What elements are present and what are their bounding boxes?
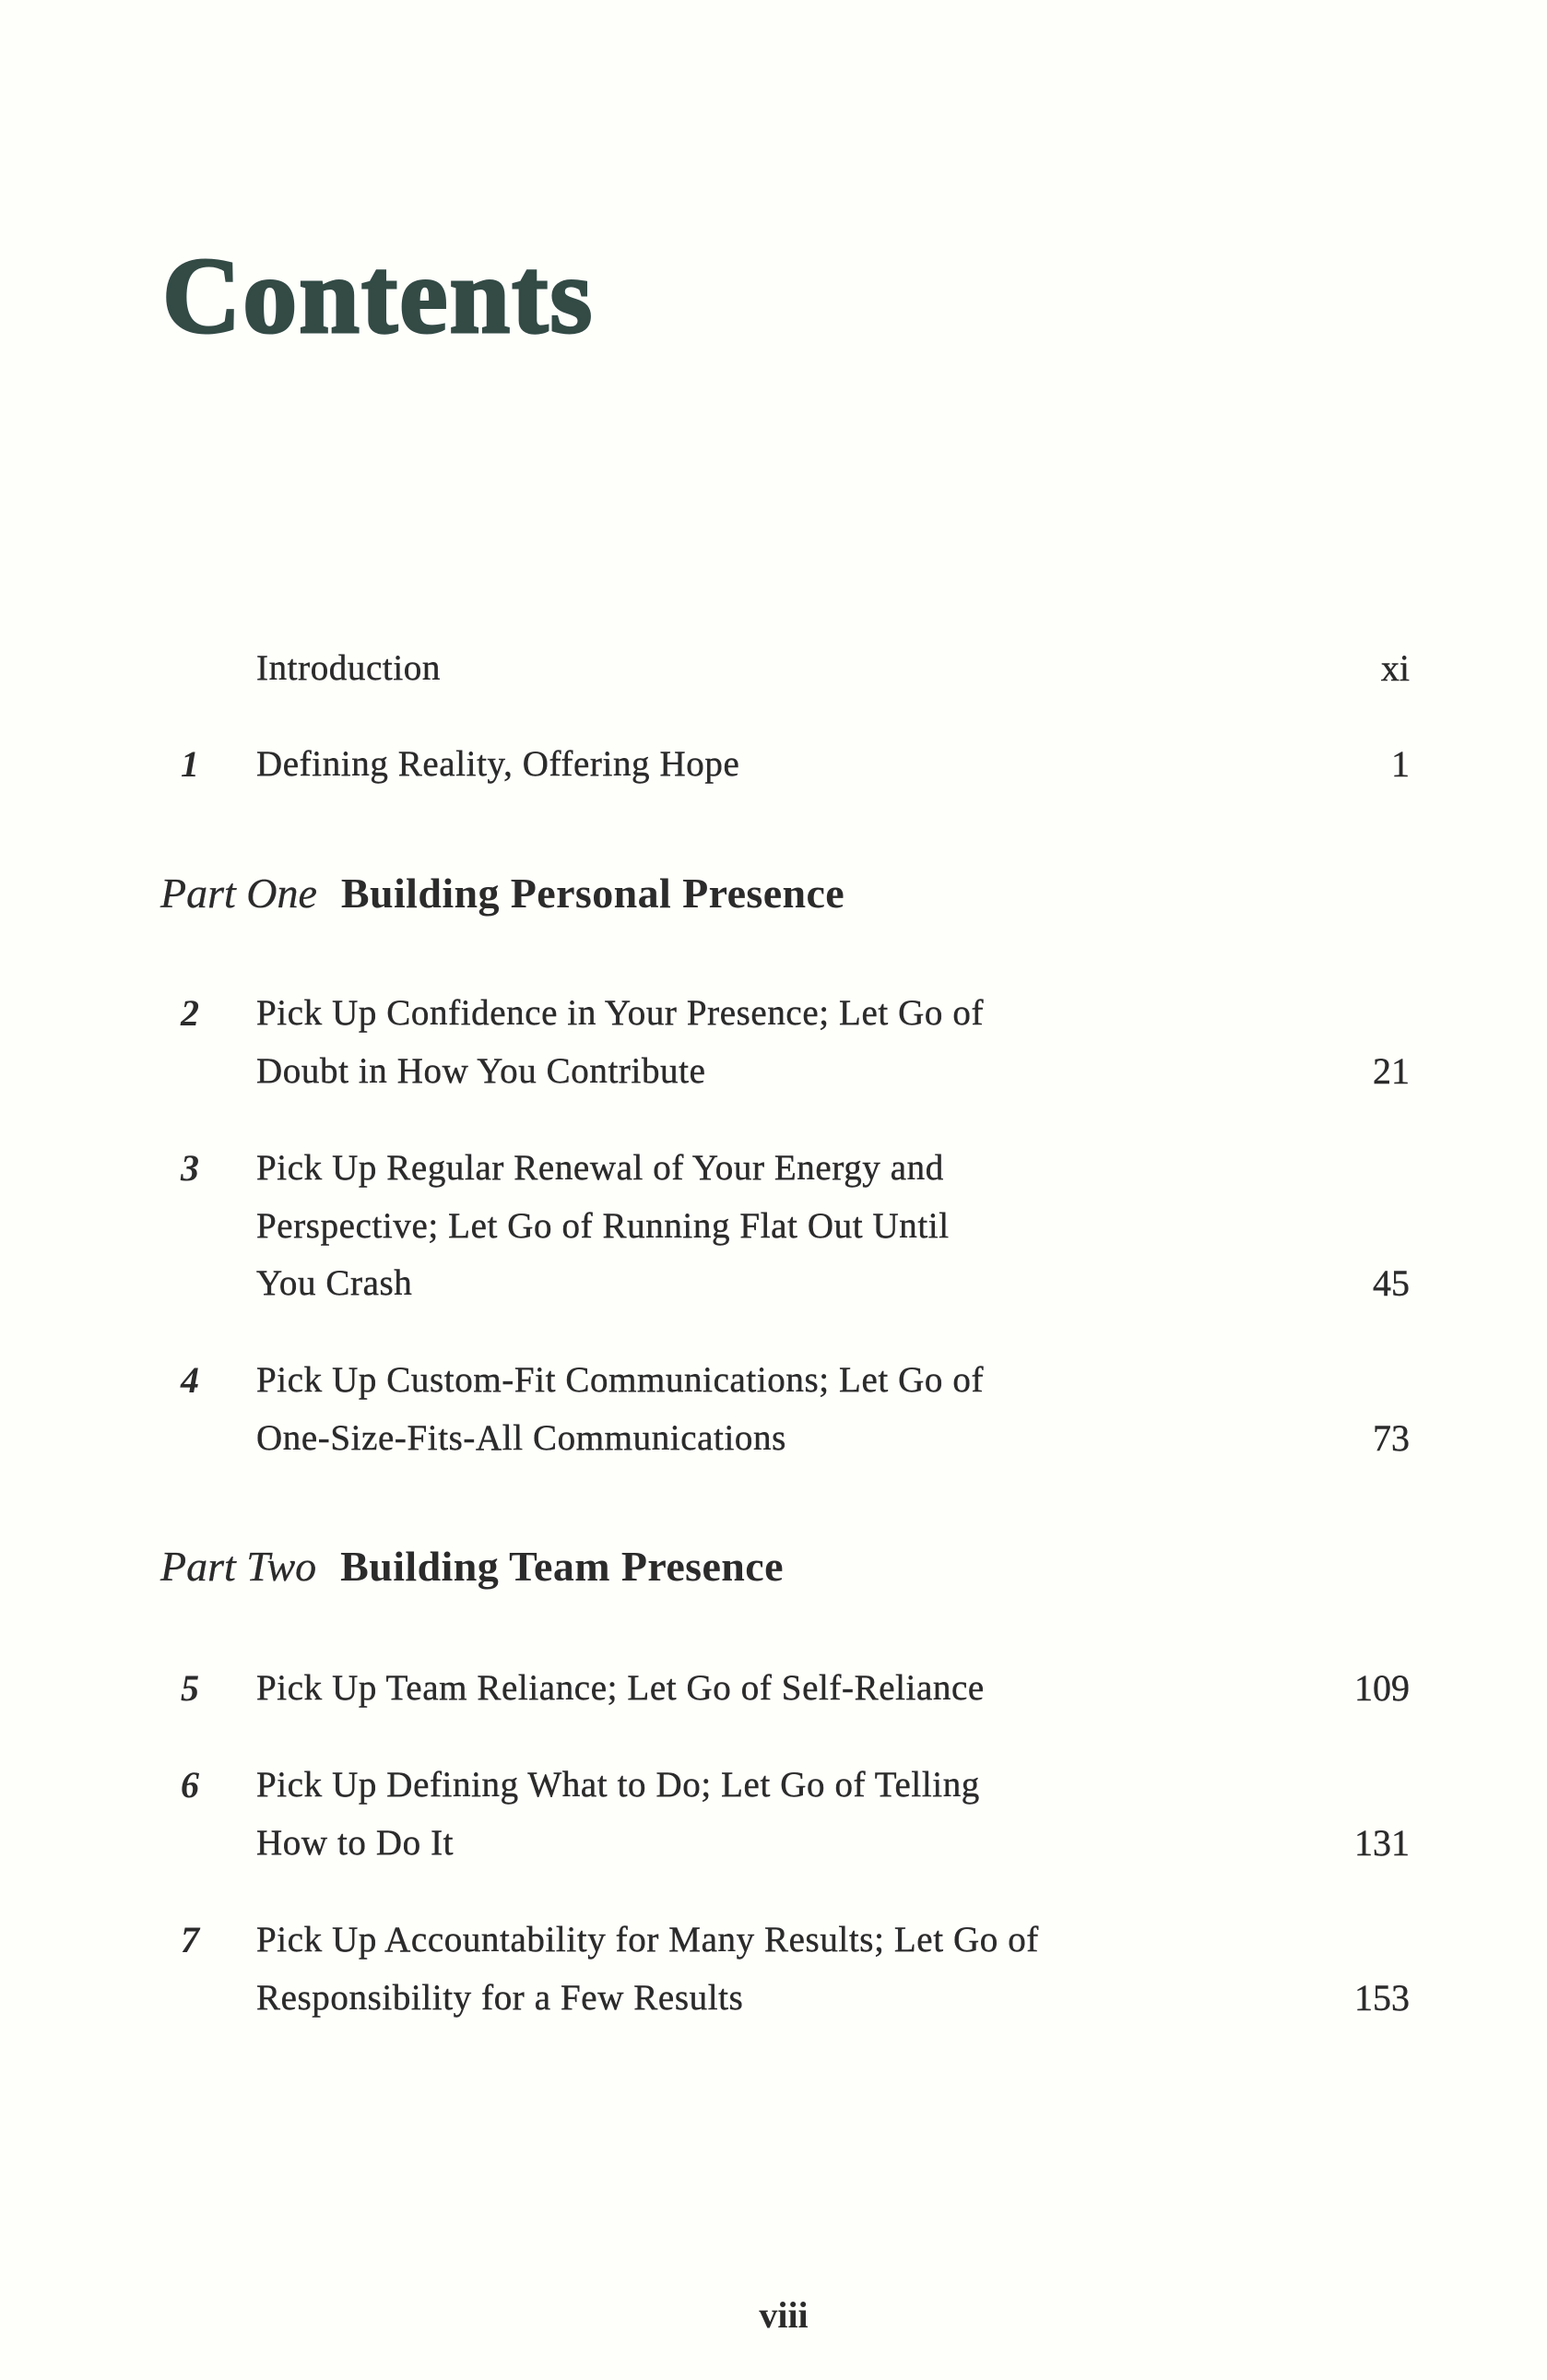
entry-title-line: Defining Reality, Offering Hope (256, 744, 740, 784)
chapter-number: 7 (181, 1919, 199, 1960)
entry-page-number: 1 (1391, 743, 1410, 785)
entry-page-number: 153 (1354, 1976, 1410, 2019)
entry-title-line: Pick Up Accountability for Many Results; Let Go of (256, 1920, 1039, 1960)
entry-title-line: Pick Up Custom-Fit Communications; Let Go of (256, 1360, 985, 1400)
entry-page-number: 73 (1373, 1416, 1410, 1459)
page-title: Contents (162, 235, 595, 356)
chapter-number: 2 (181, 992, 199, 1034)
entry-page-number: 131 (1354, 1821, 1410, 1864)
entry-title-line: You Crash (256, 1263, 413, 1303)
entry-title-line: Introduction (256, 648, 441, 688)
entry-title (256, 1912, 1178, 2027)
entry-title-line: How to Do It (256, 1822, 455, 1863)
chapter-number: 3 (181, 1147, 199, 1189)
entry-page-number: xi (1380, 647, 1410, 689)
chapter-number: 4 (181, 1359, 199, 1401)
entry-page-number: 109 (1354, 1667, 1410, 1709)
entry-title (256, 1757, 1178, 1872)
chapter-number: 1 (181, 743, 199, 785)
entry-title (256, 640, 1178, 698)
part-heading-two (160, 1538, 784, 1595)
entry-title (256, 1352, 1178, 1467)
entry-title-line: Perspective; Let Go of Running Flat Out Until (256, 1205, 950, 1246)
part-label: Part One (160, 870, 317, 917)
part-title: Building Team Presence (340, 1543, 784, 1590)
part-label: Part Two (160, 1543, 317, 1590)
part-heading-one (160, 865, 844, 922)
entry-title-line: Pick Up Defining What to Do; Let Go of Telling (256, 1765, 980, 1805)
entry-page-number: 45 (1373, 1262, 1410, 1304)
part-title: Building Personal Presence (340, 870, 845, 917)
entry-title (256, 736, 1178, 794)
chapter-number: 6 (181, 1764, 199, 1806)
entry-title-line: Pick Up Team Reliance; Let Go of Self-Reliance (256, 1668, 985, 1708)
chapter-number: 5 (181, 1667, 199, 1709)
entry-title-line: Doubt in How You Contribute (256, 1050, 706, 1091)
entry-page-number: 21 (1373, 1049, 1410, 1092)
entry-title-line: One-Size-Fits-All Communications (256, 1417, 786, 1458)
entry-title (256, 985, 1178, 1100)
entry-title-line: Pick Up Regular Renewal of Your Energy and (256, 1148, 944, 1188)
entry-title-line: Responsibility for a Few Results (256, 1977, 744, 2018)
page-folio: viii (759, 2294, 809, 2336)
entry-title (256, 1660, 1178, 1718)
entry-title-line: Pick Up Confidence in Your Presence; Let Go of (256, 993, 985, 1033)
entry-title (256, 1140, 1178, 1313)
